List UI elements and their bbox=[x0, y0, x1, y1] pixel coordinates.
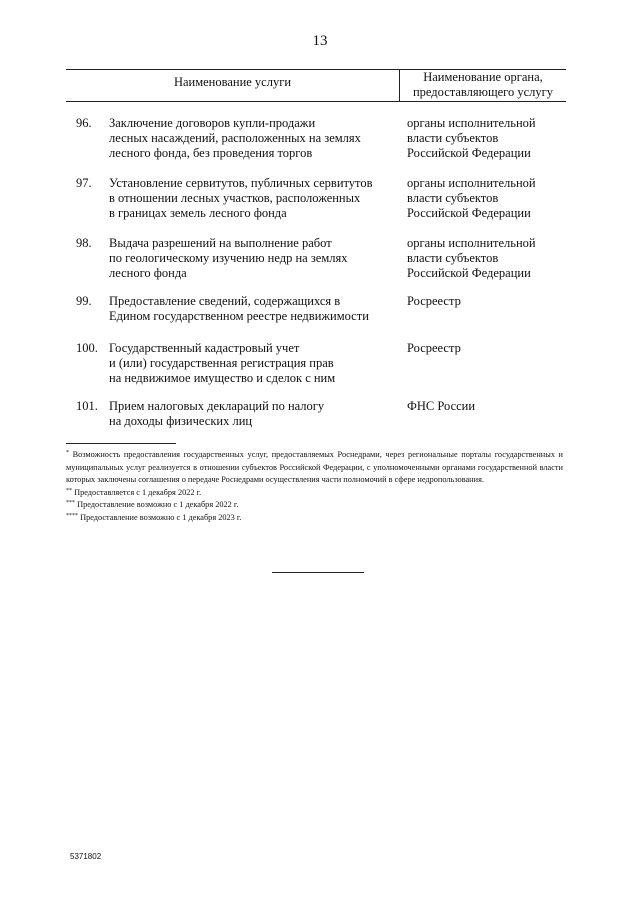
row-organ: органы исполнительной власти субъектов Российской Федерации bbox=[407, 236, 536, 280]
row-organ: ФНС России bbox=[407, 399, 476, 413]
row-number: 101. bbox=[76, 399, 98, 413]
footnote-text: Предоставляется с 1 декабря 2022 г. bbox=[74, 487, 202, 497]
footnote bbox=[66, 487, 563, 500]
row-number: 98. bbox=[76, 236, 92, 250]
footnote bbox=[66, 449, 563, 487]
row-service: Заключение договоров купли-продажи лесных насаждений, расположенных на землях лесного фонда, без проведения торгов bbox=[109, 116, 361, 160]
end-of-text-rule bbox=[272, 572, 364, 573]
row-organ: органы исполнительной власти субъектов Российской Федерации bbox=[407, 176, 536, 220]
document-code: 5371802 bbox=[70, 852, 102, 861]
footnote-mark: ** bbox=[66, 487, 72, 494]
footnote-mark: * bbox=[66, 450, 69, 456]
page-number: 13 bbox=[312, 33, 328, 49]
header-organ-name: Наименование органа, предоставляющего услугу bbox=[412, 70, 554, 99]
footnote-mark: *** bbox=[66, 500, 75, 506]
footnotes bbox=[66, 449, 563, 524]
row-service: Установление сервитутов, публичных сервитутов в отношении лесных участков, расположенных в границах земель лесного фонда bbox=[109, 176, 373, 220]
table-header-bottom-rule bbox=[66, 101, 566, 102]
row-service: Государственный кадастровый учет и (или) государственная регистрация прав на недвижимое имущество и сделок с ним bbox=[109, 341, 336, 385]
header-service-name: Наименование услуги bbox=[173, 75, 292, 89]
row-organ: органы исполнительной власти субъектов Российской Федерации bbox=[407, 116, 536, 160]
footnote-text: Предоставление возможно с 1 декабря 2022 г. bbox=[77, 500, 239, 509]
footnote-mark: **** bbox=[66, 512, 78, 519]
footnote bbox=[66, 499, 563, 512]
row-service: Прием налоговых деклараций по налогу на доходы физических лиц bbox=[109, 399, 325, 428]
row-number: 96. bbox=[76, 116, 92, 130]
footnote-rule bbox=[66, 443, 176, 444]
row-service: Предоставление сведений, содержащихся в Едином государственном реестре недвижимости bbox=[109, 294, 369, 323]
row-number: 99. bbox=[76, 294, 92, 308]
row-number: 100. bbox=[76, 341, 98, 355]
row-service: Выдача разрешений на выполнение работ по геологическому изучению недр на землях лесного фонда bbox=[109, 236, 348, 280]
row-number: 97. bbox=[76, 176, 92, 190]
footnote-text: Предоставление возможно с 1 декабря 2023 г. bbox=[80, 512, 242, 522]
row-organ: Росреестр bbox=[407, 294, 461, 308]
row-organ: Росреестр bbox=[407, 341, 461, 355]
footnote-text: Возможность предоставления государственных услуг, предоставляемых Роснедрами, через региональные порталы государственных и муниципальных услуг реализуется в отношении субъектов Российской Федерации, с уполномоченными органами государственной власти которых заключены соглашения о передаче Роснедрами осуществления части полномочий в сфере недропользования. bbox=[66, 450, 563, 484]
footnote bbox=[66, 512, 563, 525]
